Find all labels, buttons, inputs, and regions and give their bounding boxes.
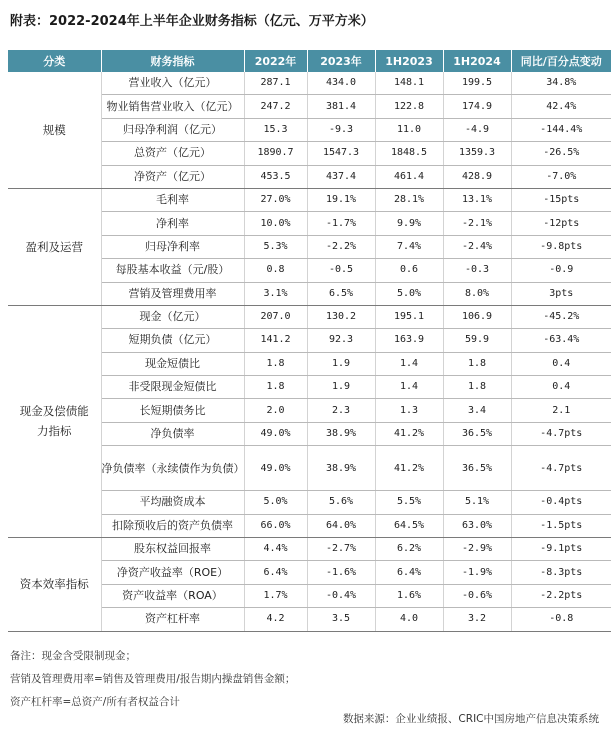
value-cell: 130.2	[307, 305, 375, 328]
metric-cell: 物业销售营业收入（亿元）	[101, 95, 244, 118]
metric-cell: 股东权益回报率	[101, 538, 244, 561]
value-cell: 0.8	[244, 259, 307, 282]
value-cell: 19.1%	[307, 188, 375, 211]
value-cell: 3.4	[443, 399, 511, 422]
value-cell: 66.0%	[244, 514, 307, 537]
value-cell: 3.5	[307, 608, 375, 631]
metric-cell: 净资产收益率（ROE）	[101, 561, 244, 584]
header-2022: 2022年	[244, 50, 307, 72]
value-cell: 0.6	[375, 259, 443, 282]
header-2023: 2023年	[307, 50, 375, 72]
header-category: 分类	[8, 50, 101, 72]
data-source: 数据来源：企业业绩报、CRIC中国房地产信息决策系统	[342, 713, 599, 725]
metric-cell: 每股基本收益（元/股）	[101, 259, 244, 282]
table-row	[8, 188, 611, 211]
metric-cell: 资产杠杆率	[101, 608, 244, 631]
value-cell: 5.6%	[307, 491, 375, 514]
value-cell: 207.0	[244, 305, 307, 328]
metric-cell: 毛利率	[101, 188, 244, 211]
notes	[10, 649, 295, 718]
value-cell: 461.4	[375, 165, 443, 188]
value-cell: -144.4%	[511, 118, 611, 141]
category-cell: 盈利及运营	[8, 188, 101, 305]
value-cell: -0.3	[443, 259, 511, 282]
value-cell: 1.8	[443, 376, 511, 399]
value-cell: -9.1pts	[511, 538, 611, 561]
table-row	[8, 72, 611, 95]
value-cell: -1.7%	[307, 212, 375, 235]
category-cell: 规模	[8, 72, 101, 188]
value-cell: 247.2	[244, 95, 307, 118]
value-cell: 5.0%	[244, 491, 307, 514]
value-cell: 7.4%	[375, 235, 443, 258]
metric-cell: 归母净利润（亿元）	[101, 118, 244, 141]
value-cell: 1.8	[443, 352, 511, 375]
value-cell: 13.1%	[443, 188, 511, 211]
value-cell: 1890.7	[244, 142, 307, 165]
value-cell: -0.4pts	[511, 491, 611, 514]
value-cell: 148.1	[375, 72, 443, 95]
value-cell: -2.2%	[307, 235, 375, 258]
value-cell: 1.8	[244, 352, 307, 375]
value-cell: 38.9%	[307, 446, 375, 491]
financial-indicators-table	[8, 50, 611, 632]
value-cell: 1.9	[307, 352, 375, 375]
table-row	[8, 305, 611, 328]
value-cell: 6.2%	[375, 538, 443, 561]
value-cell: -7.0%	[511, 165, 611, 188]
value-cell: 0.4	[511, 352, 611, 375]
value-cell: -63.4%	[511, 329, 611, 352]
value-cell: -1.5pts	[511, 514, 611, 537]
metric-cell: 营业收入（亿元）	[101, 72, 244, 95]
value-cell: -2.7%	[307, 538, 375, 561]
value-cell: 428.9	[443, 165, 511, 188]
value-cell: 10.0%	[244, 212, 307, 235]
value-cell: -2.1%	[443, 212, 511, 235]
header-1h2024: 1H2024	[443, 50, 511, 72]
value-cell: 27.0%	[244, 188, 307, 211]
value-cell: -2.2pts	[511, 584, 611, 607]
value-cell: 434.0	[307, 72, 375, 95]
metric-cell: 短期负债（亿元）	[101, 329, 244, 352]
value-cell: 36.5%	[443, 422, 511, 445]
value-cell: 1.9	[307, 376, 375, 399]
value-cell: 0.4	[511, 376, 611, 399]
metric-cell: 净负债率	[101, 422, 244, 445]
value-cell: 49.0%	[244, 446, 307, 491]
value-cell: -9.3	[307, 118, 375, 141]
value-cell: 41.2%	[375, 422, 443, 445]
value-cell: -26.5%	[511, 142, 611, 165]
value-cell: -2.9%	[443, 538, 511, 561]
header-change: 同比/百分点变动	[511, 50, 611, 72]
value-cell: 5.1%	[443, 491, 511, 514]
value-cell: -0.5	[307, 259, 375, 282]
metric-cell: 营销及管理费用率	[101, 282, 244, 305]
value-cell: 1547.3	[307, 142, 375, 165]
table-body	[8, 72, 611, 631]
metric-cell: 长短期债务比	[101, 399, 244, 422]
note-line: 资产杠杆率=总资产/所有者权益合计	[10, 696, 180, 708]
metric-cell: 现金（亿元）	[101, 305, 244, 328]
value-cell: 11.0	[375, 118, 443, 141]
value-cell: 163.9	[375, 329, 443, 352]
table-row	[8, 538, 611, 561]
value-cell: -9.8pts	[511, 235, 611, 258]
metric-cell: 非受限现金短债比	[101, 376, 244, 399]
value-cell: 1.4	[375, 376, 443, 399]
value-cell: 6.5%	[307, 282, 375, 305]
metric-cell: 归母净利率	[101, 235, 244, 258]
value-cell: -1.9%	[443, 561, 511, 584]
value-cell: -15pts	[511, 188, 611, 211]
value-cell: 199.5	[443, 72, 511, 95]
value-cell: 64.5%	[375, 514, 443, 537]
header-metric: 财务指标	[101, 50, 244, 72]
value-cell: -0.6%	[443, 584, 511, 607]
value-cell: 3pts	[511, 282, 611, 305]
value-cell: -0.4%	[307, 584, 375, 607]
value-cell: 174.9	[443, 95, 511, 118]
note-line: 营销及管理费用率=销售及管理费用/报告期内操盘销售金额；	[10, 673, 296, 685]
value-cell: 6.4%	[244, 561, 307, 584]
value-cell: -4.7pts	[511, 446, 611, 491]
value-cell: 106.9	[443, 305, 511, 328]
value-cell: -4.9	[443, 118, 511, 141]
value-cell: 5.0%	[375, 282, 443, 305]
value-cell: 1359.3	[443, 142, 511, 165]
table-title: 附表：2022-2024年上半年企业财务指标（亿元、万平方米）	[10, 14, 374, 29]
value-cell: 1.7%	[244, 584, 307, 607]
value-cell: -0.8	[511, 608, 611, 631]
value-cell: -12pts	[511, 212, 611, 235]
value-cell: 4.4%	[244, 538, 307, 561]
value-cell: 42.4%	[511, 95, 611, 118]
value-cell: -0.9	[511, 259, 611, 282]
value-cell: 28.1%	[375, 188, 443, 211]
value-cell: 287.1	[244, 72, 307, 95]
value-cell: -2.4%	[443, 235, 511, 258]
value-cell: 3.2	[443, 608, 511, 631]
value-cell: 5.3%	[244, 235, 307, 258]
value-cell: 1.6%	[375, 584, 443, 607]
category-cell: 现金及偿债能力指标	[8, 305, 101, 537]
value-cell: 15.3	[244, 118, 307, 141]
value-cell: 4.0	[375, 608, 443, 631]
metric-cell: 总资产（亿元）	[101, 142, 244, 165]
value-cell: -1.6%	[307, 561, 375, 584]
metric-cell: 净利率	[101, 212, 244, 235]
value-cell: -45.2%	[511, 305, 611, 328]
metric-cell: 资产收益率（ROA）	[101, 584, 244, 607]
value-cell: 3.1%	[244, 282, 307, 305]
value-cell: 49.0%	[244, 422, 307, 445]
value-cell: 1848.5	[375, 142, 443, 165]
value-cell: 63.0%	[443, 514, 511, 537]
value-cell: 9.9%	[375, 212, 443, 235]
value-cell: 38.9%	[307, 422, 375, 445]
value-cell: 437.4	[307, 165, 375, 188]
value-cell: 195.1	[375, 305, 443, 328]
value-cell: -8.3pts	[511, 561, 611, 584]
header-1h2023: 1H2023	[375, 50, 443, 72]
table-header	[8, 50, 611, 72]
value-cell: -4.7pts	[511, 422, 611, 445]
category-cell: 资本效率指标	[8, 538, 101, 632]
value-cell: 2.1	[511, 399, 611, 422]
value-cell: 34.8%	[511, 72, 611, 95]
metric-cell: 平均融资成本	[101, 491, 244, 514]
value-cell: 2.3	[307, 399, 375, 422]
value-cell: 453.5	[244, 165, 307, 188]
value-cell: 1.4	[375, 352, 443, 375]
value-cell: 64.0%	[307, 514, 375, 537]
value-cell: 8.0%	[443, 282, 511, 305]
value-cell: 141.2	[244, 329, 307, 352]
value-cell: 6.4%	[375, 561, 443, 584]
value-cell: 41.2%	[375, 446, 443, 491]
value-cell: 122.8	[375, 95, 443, 118]
value-cell: 381.4	[307, 95, 375, 118]
value-cell: 5.5%	[375, 491, 443, 514]
note-line: 备注：现金含受限制现金；	[10, 650, 136, 662]
value-cell: 92.3	[307, 329, 375, 352]
value-cell: 59.9	[443, 329, 511, 352]
metric-cell: 现金短债比	[101, 352, 244, 375]
value-cell: 1.8	[244, 376, 307, 399]
metric-cell: 扣除预收后的资产负债率	[101, 514, 244, 537]
value-cell: 2.0	[244, 399, 307, 422]
metric-cell: 净资产（亿元）	[101, 165, 244, 188]
value-cell: 36.5%	[443, 446, 511, 491]
value-cell: 1.3	[375, 399, 443, 422]
metric-cell: 净负债率（永续债作为负债）	[101, 446, 244, 491]
value-cell: 4.2	[244, 608, 307, 631]
